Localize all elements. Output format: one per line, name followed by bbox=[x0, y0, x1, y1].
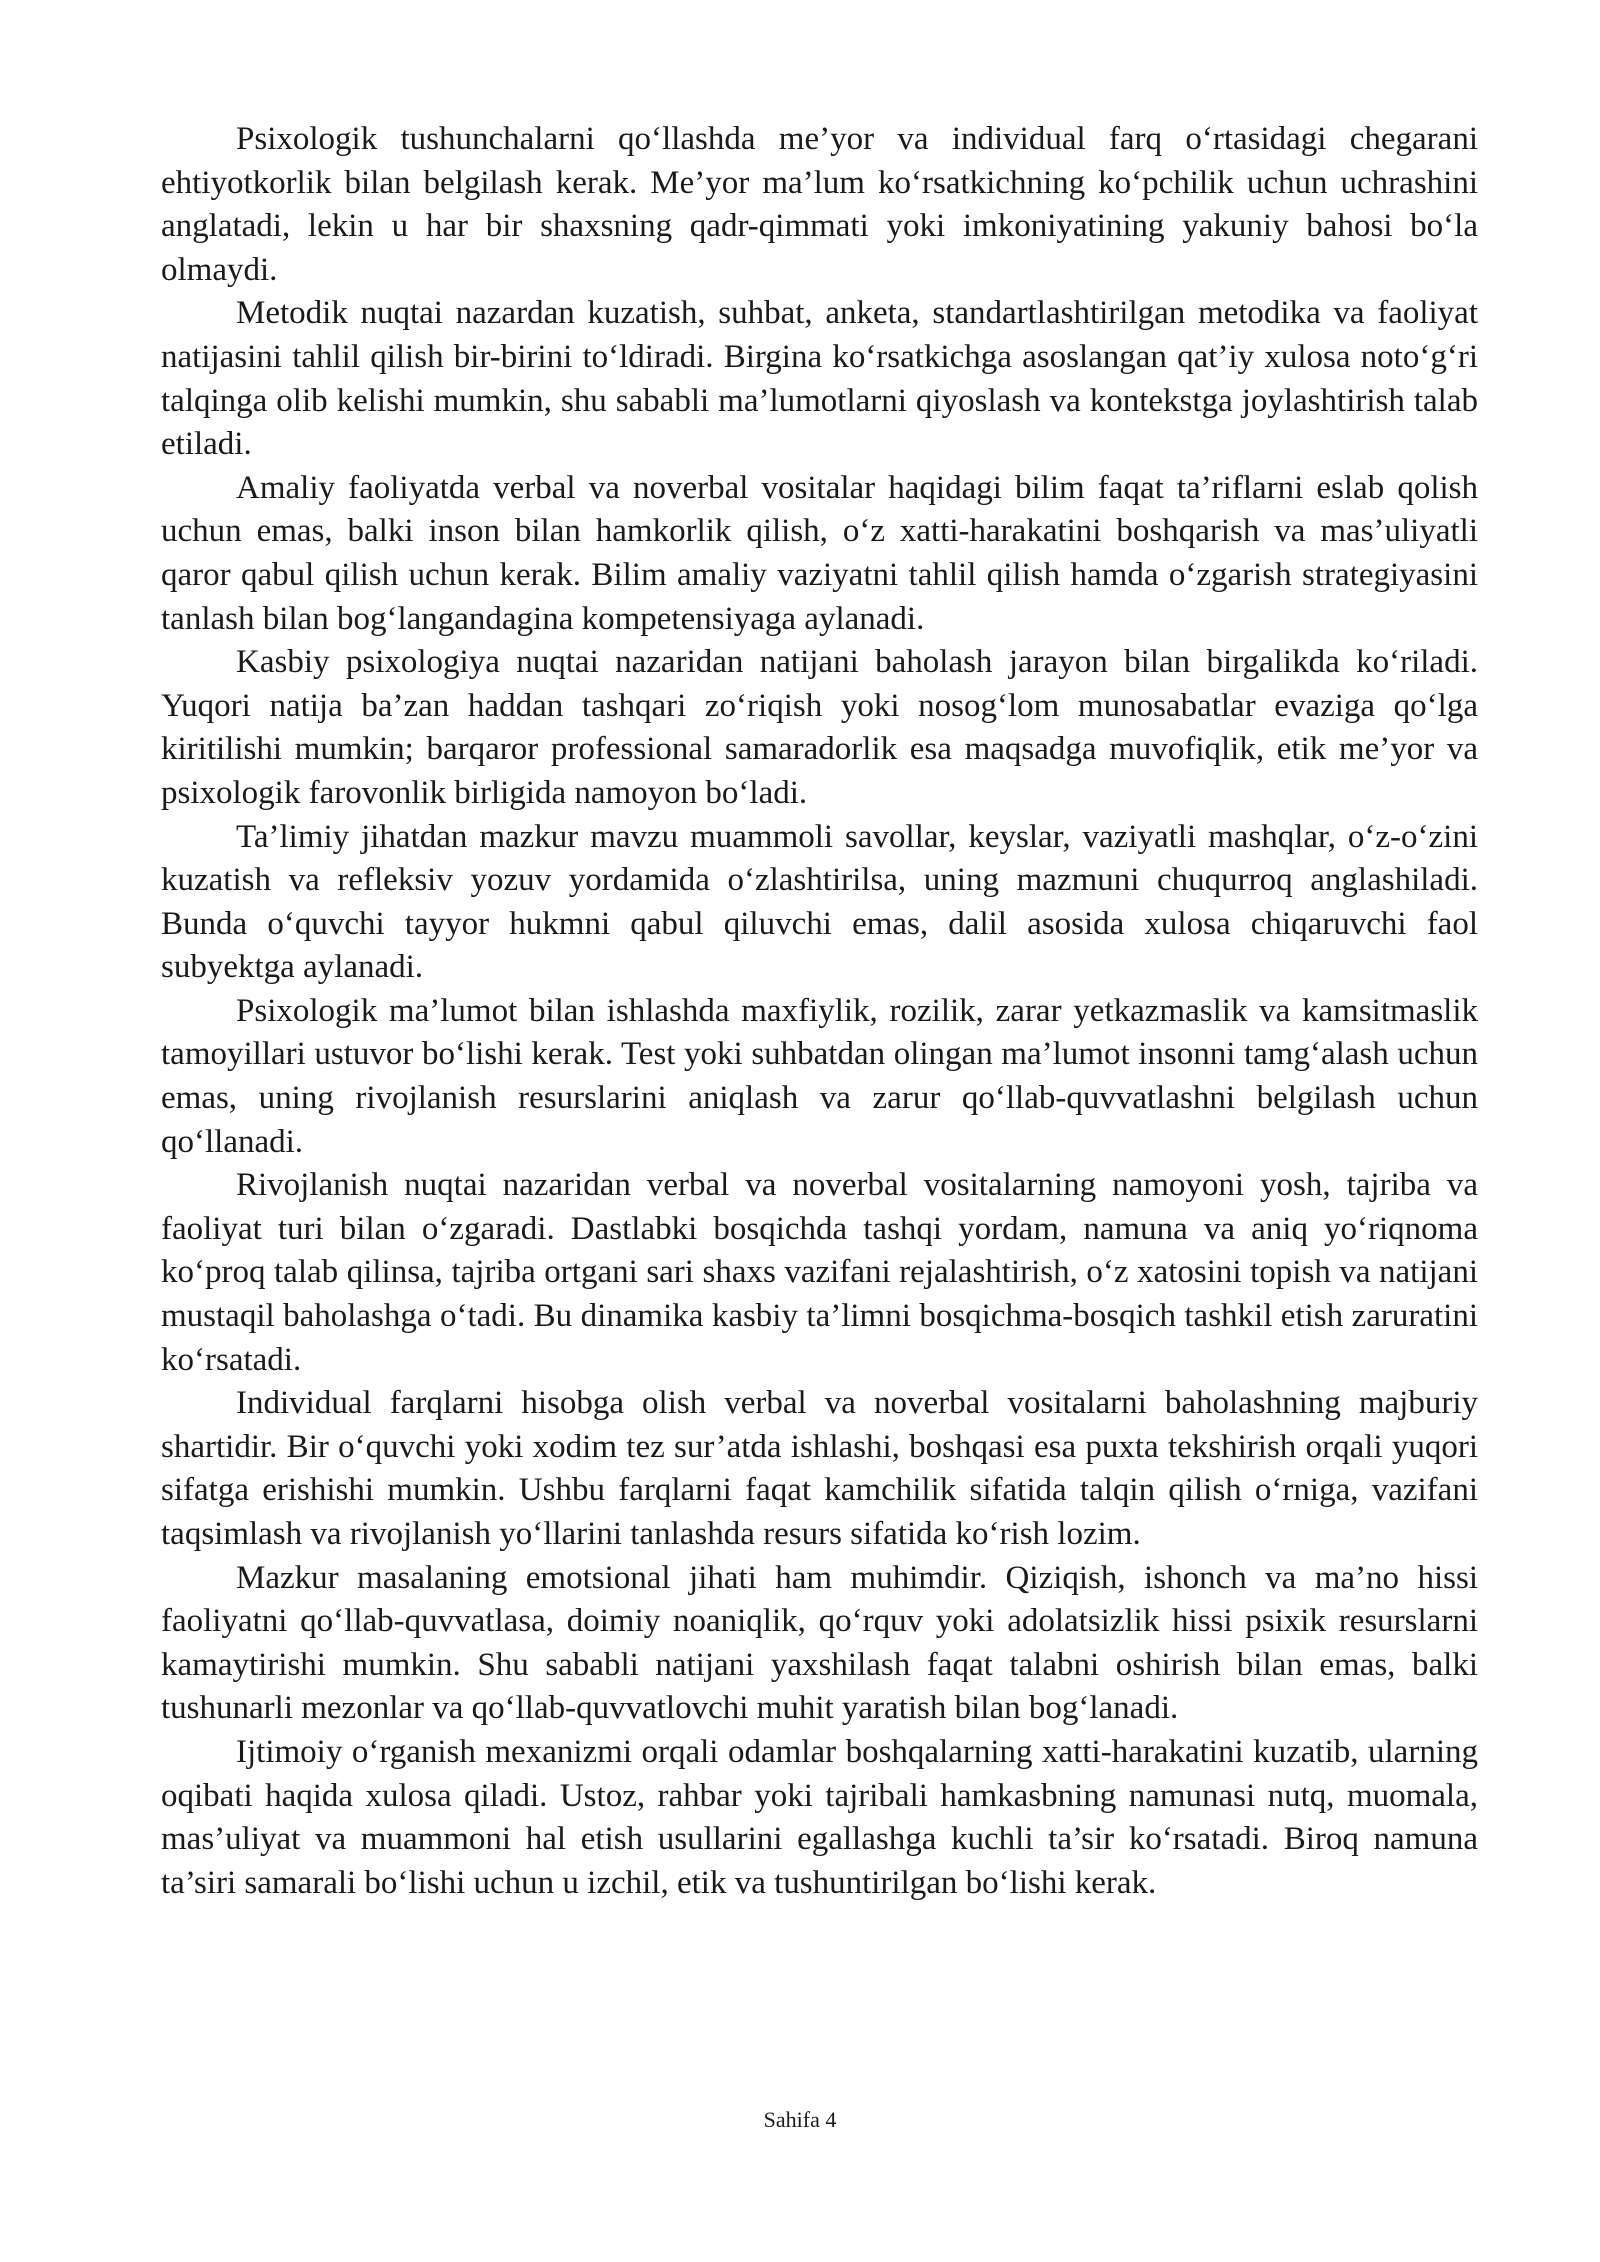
paragraph: Kasbiy psixologiya nuqtai nazaridan natijani baholash jarayon bilan birgalikda ko‘riladi. Yuqori natija ba’zan haddan tashqari zo‘riqish yoki nosog‘lom munosabatlar evaziga qo‘lga kiritilishi mumkin; barqaror professional samaradorlik esa maqsadga muvofiqlik, etik me’yor va psixologik farovonlik birligida namoyon bo‘ladi. bbox=[161, 644, 1478, 811]
page-number-footer: Sahifa 4 bbox=[763, 2107, 837, 2132]
paragraph: Ijtimoiy o‘rganish mexanizmi orqali odamlar boshqalarning xatti-harakatini kuzatib, ularning oqibati haqida xulosa qiladi. Ustoz, rahbar yoki tajribali hamkasbning namunasi nutq, muomala, mas’uliyat va muammoni hal etish usullarini egallashga kuchli ta’sir ko‘rsatadi. Biroq namuna ta’siri samarali bo‘lishi uchun u izchil, etik va tushuntirilgan bo‘lishi kerak. bbox=[161, 1733, 1478, 1901]
paragraph: Psixologik ma’lumot bilan ishlashda maxfiylik, rozilik, zarar yetkazmaslik va kamsitmaslik tamoyillari ustuvor bo‘lishi kerak. Test yoki suhbatdan olingan ma’lumot insonni tamg‘alash uchun emas, uning rivojlanish resurslarini aniqlash va zarur qo‘llab-quvvatlashni belgilash uchun qo‘llanadi. bbox=[161, 992, 1478, 1160]
paragraph: Individual farqlarni hisobga olish verbal va noverbal vositalarni baholashning majburiy shartidir. Bir o‘quvchi yoki xodim tez sur’atda ishlashi, boshqasi esa puxta tekshirish orqali yuqori sifatga erishishi mumkin. Ushbu farqlarni faqat kamchilik sifatida talqin qilish o‘rniga, vazifani taqsimlash va rivojlanish yo‘llarini tanlashda resurs sifatida ko‘rish lozim. bbox=[161, 1385, 1478, 1552]
paragraph: Ta’limiy jihatdan mazkur mavzu muammoli savollar, keyslar, vaziyatli mashqlar, o‘z-o‘zini kuzatish va refleksiv yozuv yordamida o‘zlashtirilsa, uning mazmuni chuqurroq anglashiladi. Bunda o‘quvchi tayyor hukmni qabul qiluvchi emas, dalil asosida xulosa chiqaruvchi faol subyektga aylanadi. bbox=[161, 818, 1478, 986]
paragraph: Metodik nuqtai nazardan kuzatish, suhbat, anketa, standartlashtirilgan metodika va faoliyat natijasini tahlil qilish bir-birini to‘ldiradi. Birgina ko‘rsatkichga asoslangan qat’iy xulosa noto‘g‘ri talqinga olib kelishi mumkin, shu sababli ma’lumotlarni qiyoslash va kontekstga joylashtirish talab etiladi. bbox=[161, 295, 1478, 463]
paragraph: Psixologik tushunchalarni qo‘llashda me’yor va individual farq o‘rtasidagi chegarani ehtiyotkorlik bilan belgilash kerak. Me’yor ma’lum ko‘rsatkichning ko‘pchilik uchun uchrashini anglatadi, lekin u har bir shaxsning qadr-qimmati yoki imkoniyatining yakuniy bahosi bo‘la olmaydi. bbox=[161, 121, 1478, 288]
document-body bbox=[161, 118, 1478, 1905]
paragraph: Rivojlanish nuqtai nazaridan verbal va noverbal vositalarning namoyoni yosh, tajriba va faoliyat turi bilan o‘zgaradi. Dastlabki bosqichda tashqi yordam, namuna va aniq yo‘riqnoma ko‘proq talab qilinsa, tajriba ortgani sari shaxs vazifani rejalashtirish, o‘z xatosini topish va natijani mustaqil baholashga o‘tadi. Bu dinamika kasbiy ta’limni bosqichma-bosqich tashkil etish zaruratini ko‘rsatadi. bbox=[161, 1167, 1478, 1378]
paragraph: Mazkur masalaning emotsional jihati ham muhimdir. Qiziqish, ishonch va ma’no hissi faoliyatni qo‘llab-quvvatlasa, doimiy noaniqlik, qo‘rquv yoki adolatsizlik hissi psixik resurslarni kamaytirishi mumkin. Shu sababli natijani yaxshilash faqat talabni oshirish bilan emas, balki tushunarli mezonlar va qo‘llab-quvvatlovchi muhit yaratish bilan bog‘lanadi. bbox=[161, 1559, 1478, 1727]
paragraph: Amaliy faoliyatda verbal va noverbal vositalar haqidagi bilim faqat ta’riflarni eslab qolish uchun emas, balki inson bilan hamkorlik qilish, o‘z xatti-harakatini boshqarish va mas’uliyatli qaror qabul qilish uchun kerak. Bilim amaliy vaziyatni tahlil qilish hamda o‘zgarish strategiyasini tanlash bilan bog‘langandagina kompetensiyaga aylanadi. bbox=[161, 469, 1478, 637]
